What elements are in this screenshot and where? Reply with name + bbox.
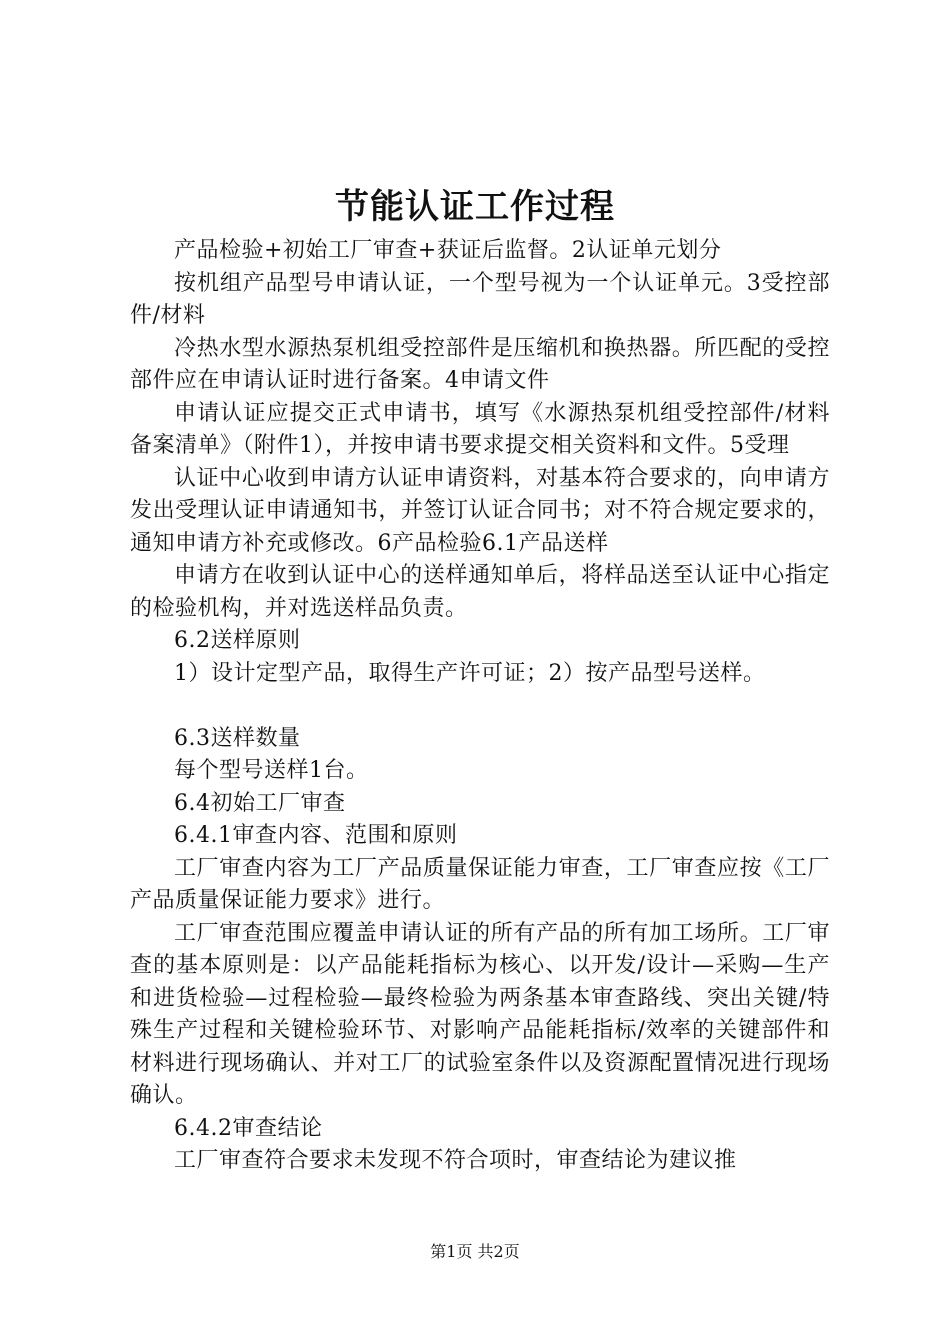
paragraph: 6.2送样原则	[174, 628, 301, 653]
paragraph: 6.3送样数量	[174, 725, 301, 751]
paragraph: 申请方在收到认证中心的送样通知单后，将样品送至认证中心指定的检验机构，并对选送样品负责。	[130, 563, 830, 621]
paragraph: 工厂审查范围应覆盖申请认证的所有产品的所有加工场所。工厂审查的基本原则是：以产品能耗指标为核心、以开发/设计—采购—生产和进货检验—过程检验—最终检验为两条基本审查路线、突出关键/特殊生产过程和关键检验环节、对影响产品能耗指标/效率的关键部件和材料进行现场确认、并对工厂的试验室条件以及资源配置情况进行现场确认。	[130, 920, 830, 1108]
paragraph: 冷热水型水源热泵机组受控部件是压缩机和换热器。所匹配的受控部件应在申请认证时进行备案。4申请文件	[130, 335, 830, 393]
paragraph: 按机组产品型号申请认证，一个型号视为一个认证单元。3受控部件/材料	[130, 270, 830, 328]
page-footer: 第1页 共2页	[430, 1242, 520, 1261]
paragraph: 每个型号送样1台。	[174, 758, 369, 783]
paragraph: 6.4初始工厂审查	[174, 790, 346, 816]
paragraph: 工厂审查符合要求未发现不符合项时，审查结论为建议推	[174, 1148, 737, 1173]
paragraph: 6.4.1审查内容、范围和原则	[174, 823, 458, 848]
paragraph	[130, 690, 830, 723]
paragraph: 6.4.2审查结论	[174, 1115, 323, 1141]
paragraph: 认证中心收到申请方认证申请资料，对基本符合要求的，向申请方发出受理认证申请通知书，并签订认证合同书；对不符合规定要求的，通知申请方补充或修改。6产品检验6.1产品送样	[130, 465, 830, 556]
document-title: 节能认证工作过程	[335, 187, 615, 227]
paragraph: 申请认证应提交正式申请书，填写《水源热泵机组受控部件/材料备案清单》（附件1），并按申请书要求提交相关资料和文件。5受理	[130, 400, 830, 458]
paragraph: 工厂审查内容为工厂产品质量保证能力审查，工厂审查应按《工厂产品质量保证能力要求》进行。	[130, 855, 830, 913]
document-body	[130, 235, 830, 1178]
paragraph: 产品检验+初始工厂审查+获证后监督。2认证单元划分	[174, 238, 722, 263]
paragraph: 1）设计定型产品，取得生产许可证；2）按产品型号送样。	[174, 660, 766, 686]
